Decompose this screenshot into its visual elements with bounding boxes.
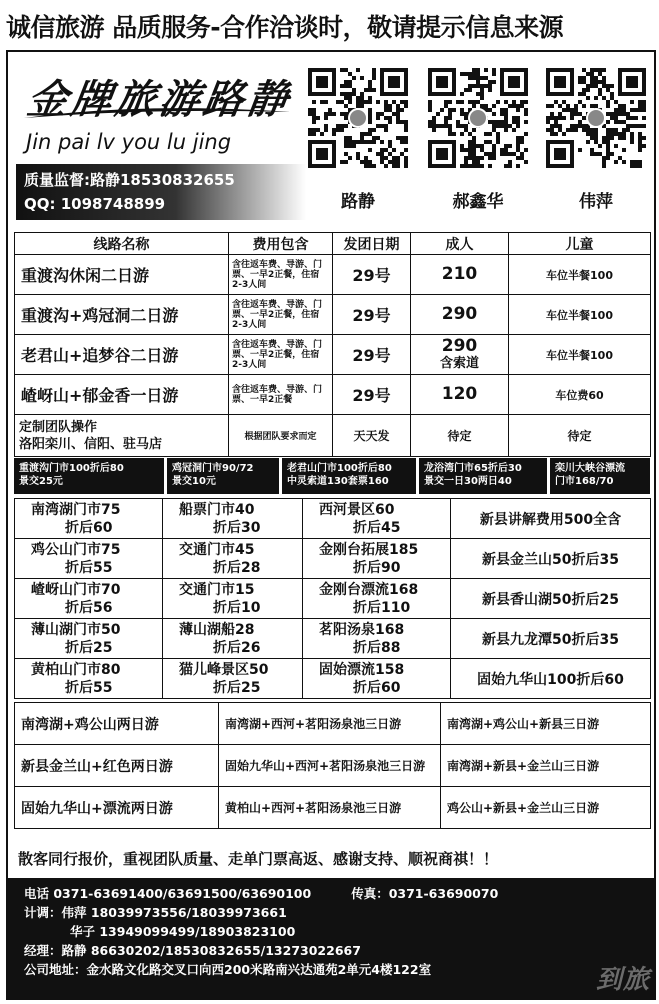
planner-contact: 伟萍 18039973556/18039973661 <box>61 905 287 920</box>
ticket-cell-wide: 新县香山湖50折后25 <box>451 579 651 619</box>
ticket-discount: 折后55 <box>65 559 113 576</box>
adult-price-value: 210 <box>441 264 478 284</box>
departure-date: 29号 <box>333 375 411 415</box>
header-date: 发团日期 <box>333 233 411 255</box>
table-row <box>15 745 651 787</box>
ticket-notice-bar <box>14 458 650 494</box>
ticket-list-price: 船票门市40 <box>179 501 255 518</box>
ticket-cell <box>303 499 451 539</box>
adult-price <box>411 335 509 375</box>
notice-cell <box>282 458 416 494</box>
ticket-discount: 折后25 <box>65 639 113 656</box>
table-row <box>15 335 651 375</box>
table-row <box>15 787 651 829</box>
fee-includes: 含往返车费、导游、门票、一早2正餐，住宿2-3人间 <box>229 255 333 295</box>
ticket-list-price: 黄柏山门市80 <box>31 661 121 678</box>
ticket-cell <box>15 579 163 619</box>
table-row-custom <box>15 415 651 457</box>
notice-line: 景交25元 <box>19 476 63 487</box>
ticket-list-price: 猫儿峰景区50 <box>179 661 269 678</box>
adult-price: 待定 <box>411 415 509 457</box>
planner-label: 计调： <box>24 905 62 920</box>
ticket-discount: 折后60 <box>353 679 401 696</box>
qr-code-icon[interactable] <box>308 66 408 170</box>
ticket-discount: 折后10 <box>213 599 261 616</box>
route-name: 重渡沟休闲二日游 <box>15 255 229 295</box>
ticket-list-price: 茗阳汤泉168 <box>319 621 405 638</box>
notice-line: 中灵索道130套票160 <box>287 476 389 487</box>
ticket-list-price: 鸡公山门市75 <box>31 541 121 558</box>
notice-line: 重渡沟门市100折后80 <box>19 463 124 474</box>
flyer-frame <box>6 50 656 1000</box>
ticket-price-grid <box>14 498 651 699</box>
custom-title: 定制团队操作 <box>19 419 98 435</box>
fee-includes: 含往返车费、导游、门票、一早2正餐，住宿2-3人间 <box>229 335 333 375</box>
ticket-discount: 折后26 <box>213 639 261 656</box>
ticket-list-price: 南湾湖门市75 <box>31 501 121 518</box>
planner-contact: 华子 13949099499/18903823100 <box>70 924 296 939</box>
notice-cell <box>550 458 650 494</box>
ticket-cell-wide: 新县九龙潭50折后35 <box>451 619 651 659</box>
notice-cell <box>167 458 279 494</box>
table-row <box>15 579 651 619</box>
child-price: 车位半餐100 <box>509 295 651 335</box>
supervisor-phone: 质量监督:路静18530832655 <box>24 171 235 189</box>
ticket-list-price: 金刚台拓展185 <box>319 541 419 558</box>
notice-line: 栾川大峡谷漂流 <box>555 463 625 474</box>
ticket-cell <box>163 659 303 699</box>
ticket-discount: 折后55 <box>65 679 113 696</box>
ticket-cell <box>163 579 303 619</box>
ticket-cell <box>15 499 163 539</box>
notice-line: 鸡冠洞门市90/72 <box>172 463 254 474</box>
routes-table <box>14 232 651 457</box>
departure-date: 29号 <box>333 335 411 375</box>
table-row <box>15 499 651 539</box>
ticket-cell <box>163 499 303 539</box>
qr-pattern <box>546 66 646 170</box>
header-adult: 成人 <box>411 233 509 255</box>
notice-line: 景交一日30两日40 <box>424 476 512 487</box>
adult-price <box>411 255 509 295</box>
ticket-discount: 折后45 <box>353 519 401 536</box>
ticket-cell-wide: 新县金兰山50折后35 <box>451 539 651 579</box>
ticket-list-price: 固始漂流158 <box>319 661 405 678</box>
ticket-list-price: 交通门市15 <box>179 581 255 598</box>
ticket-discount: 折后60 <box>65 519 113 536</box>
table-row <box>15 375 651 415</box>
ticket-discount: 折后90 <box>353 559 401 576</box>
flyer-header <box>8 52 654 228</box>
ticket-cell <box>303 659 451 699</box>
tour-package: 南湾湖+新县+金兰山三日游 <box>441 745 651 787</box>
child-price: 车位半餐100 <box>509 255 651 295</box>
planner-line <box>24 903 644 922</box>
tour-package: 固始九华山+漂流两日游 <box>15 787 219 829</box>
manager-line: 经理：路静 86630202/18530832655/13273022667 <box>24 943 361 958</box>
ticket-discount: 折后88 <box>353 639 401 656</box>
promo-banner: 诚信旅游 品质服务-合作洽谈时，敬请提示信息来源 <box>6 13 564 42</box>
qr-owner-name: 伟萍 <box>579 192 613 212</box>
ticket-discount: 折后56 <box>65 599 113 616</box>
fee-includes: 含往返车费、导游、门票、一早2正餐，住宿2-3人间 <box>229 295 333 335</box>
notice-line: 门市168/70 <box>555 476 614 487</box>
qr-pattern <box>308 66 408 170</box>
tour-package: 黄柏山+西河+茗阳汤泉池三日游 <box>219 787 441 829</box>
fax-number: 传真：0371-63690070 <box>351 886 499 901</box>
ticket-cell <box>15 619 163 659</box>
ticket-cell <box>163 539 303 579</box>
ticket-discount: 折后110 <box>353 599 411 616</box>
ticket-cell <box>303 539 451 579</box>
brand-pinyin: Jin pai lv you lu jing <box>26 130 232 154</box>
supervisor-box <box>16 164 306 220</box>
route-name: 老君山+追梦谷二日游 <box>15 335 229 375</box>
adult-price-value: 290 <box>441 335 478 356</box>
departure-date: 29号 <box>333 255 411 295</box>
header-route: 线路名称 <box>15 233 229 255</box>
departure-date: 天天发 <box>333 415 411 457</box>
notice-line: 景交10元 <box>172 476 216 487</box>
address-line: 公司地址：金水路文化路交叉口向西200米路南兴达通苑2单元4楼122室 <box>24 962 432 977</box>
notice-cell <box>14 458 164 494</box>
child-price: 待定 <box>509 415 651 457</box>
qr-code-icon[interactable] <box>546 66 646 170</box>
table-row <box>15 619 651 659</box>
notice-cell <box>419 458 547 494</box>
table-header-row <box>15 233 651 255</box>
table-row <box>15 255 651 295</box>
ticket-cell <box>15 659 163 699</box>
tour-package: 南湾湖+鸡公山两日游 <box>15 703 219 745</box>
tour-package: 新县金兰山+红色两日游 <box>15 745 219 787</box>
ticket-cell <box>303 579 451 619</box>
adult-price <box>411 375 509 415</box>
tour-packages-table <box>14 702 651 829</box>
ticket-list-price: 金刚台漂流168 <box>319 581 419 598</box>
table-row <box>15 659 651 699</box>
route-name: 嵖岈山+郁金香一日游 <box>15 375 229 415</box>
ticket-discount: 折后28 <box>213 559 261 576</box>
tour-package: 南湾湖+西河+茗阳汤泉池三日游 <box>219 703 441 745</box>
tour-package: 南湾湖+鸡公山+新县三日游 <box>441 703 651 745</box>
contact-footer <box>8 878 654 998</box>
brand-logo-text: 金牌旅游路静 <box>24 76 295 123</box>
custom-regions: 洛阳栾川、信阳、驻马店 <box>19 436 163 452</box>
qr-code-icon[interactable] <box>428 66 528 170</box>
adult-price <box>411 295 509 335</box>
header-child: 儿童 <box>509 233 651 255</box>
watermark-logo: 到旅 <box>595 965 650 995</box>
route-name: 重渡沟+鸡冠洞二日游 <box>15 295 229 335</box>
tour-package: 鸡公山+新县+金兰山三日游 <box>441 787 651 829</box>
table-row <box>15 539 651 579</box>
ticket-cell <box>163 619 303 659</box>
ticket-cell <box>303 619 451 659</box>
table-row <box>15 703 651 745</box>
ticket-cell-wide: 固始九华山100折后60 <box>451 659 651 699</box>
qr-owner-name: 路静 <box>341 192 375 212</box>
logo-swoosh-icon <box>22 104 292 122</box>
ticket-list-price: 薄山湖船28 <box>179 621 255 638</box>
departure-date: 29号 <box>333 295 411 335</box>
header-fee: 费用包含 <box>229 233 333 255</box>
table-row <box>15 295 651 335</box>
ticket-cell <box>15 539 163 579</box>
ticket-list-price: 薄山湖门市50 <box>31 621 121 638</box>
ticket-discount: 折后30 <box>213 519 261 536</box>
qr-pattern <box>428 66 528 170</box>
tagline: 散客同行报价，重视团队质量、走单门票高返、感谢支持、顺祝商祺！！ <box>18 850 499 868</box>
fee-includes: 根据团队要求而定 <box>229 415 333 457</box>
adult-price-value: 120 <box>441 384 478 404</box>
notice-line: 老君山门市100折后80 <box>287 463 392 474</box>
ticket-list-price: 嵖岈山门市70 <box>31 581 121 598</box>
notice-line: 龙浴湾门市65折后30 <box>424 463 522 474</box>
phone-numbers: 电话 0371-63691400/63691500/63690100 <box>24 886 312 901</box>
child-price: 车位费60 <box>509 375 651 415</box>
custom-route <box>15 415 229 457</box>
qq-number: QQ: 1098748899 <box>24 195 166 213</box>
fee-includes: 含往返车费、导游、门票、一早2正餐 <box>229 375 333 415</box>
child-price: 车位半餐100 <box>509 335 651 375</box>
ticket-cell-wide: 新县讲解费用500全含 <box>451 499 651 539</box>
phone-line <box>24 884 644 903</box>
adult-price-note: 含索道 <box>439 355 479 371</box>
ticket-list-price: 交通门市45 <box>179 541 255 558</box>
qr-owner-name: 郝鑫华 <box>452 192 504 212</box>
ticket-list-price: 西河景区60 <box>319 501 395 518</box>
adult-price-value: 290 <box>441 304 478 324</box>
ticket-discount: 折后25 <box>213 679 261 696</box>
tour-package: 固始九华山+西河+茗阳汤泉池三日游 <box>219 745 441 787</box>
